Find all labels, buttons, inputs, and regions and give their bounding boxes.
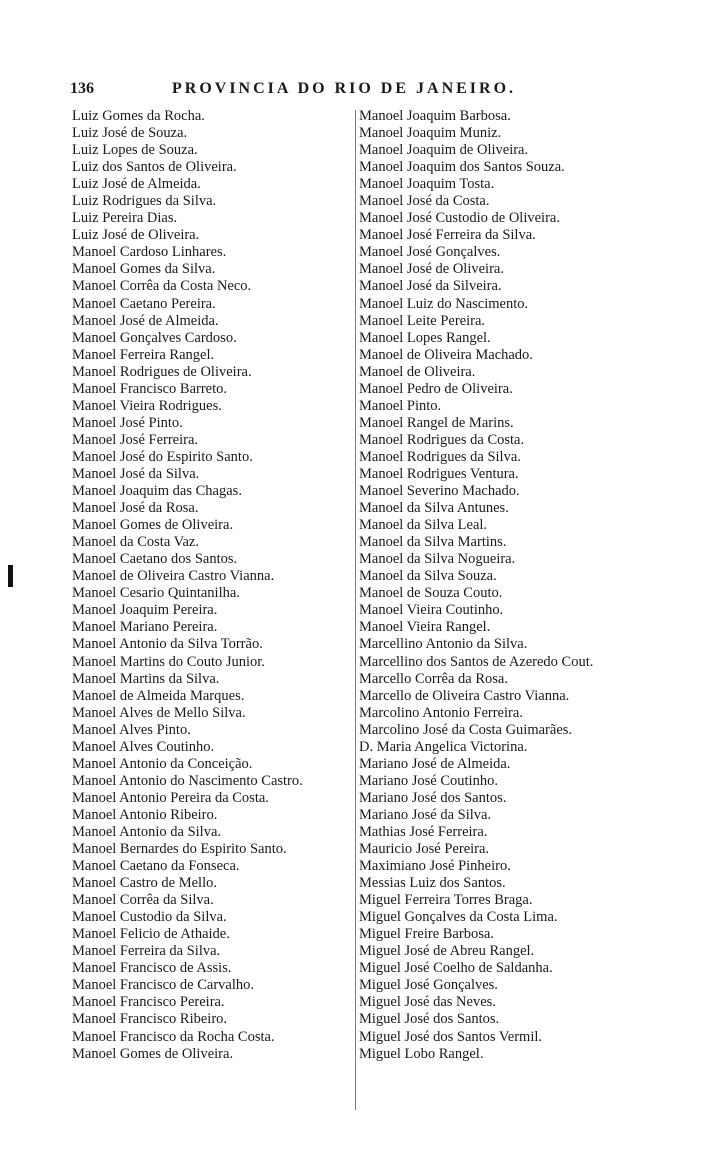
margin-ink-mark <box>8 565 13 587</box>
name-entry: Marcolino José da Costa Guimarães. <box>359 721 573 738</box>
name-entry: Manoel Alves de Mello Silva. <box>72 704 246 721</box>
name-entry: Luiz Gomes da Rocha. <box>72 108 205 124</box>
name-entry: Manoel Joaquim dos Santos Souza. <box>359 159 565 176</box>
name-entry: Miguel Ferreira Torres Braga. <box>359 892 533 909</box>
name-entry: Marcolino Antonio Ferreira. <box>359 704 523 721</box>
name-entry: Manoel Martins da Silva. <box>72 670 220 687</box>
name-entry: Marcellino Antonio da Silva. <box>359 636 528 653</box>
name-entry: Manoel Cardoso Linhares. <box>72 244 227 261</box>
name-entry: Manoel Francisco da Rocha Costa. <box>72 1028 275 1045</box>
name-entry: Manoel Bernardes do Espirito Santo. <box>72 841 287 858</box>
name-entry: Manoel José da Costa. <box>359 193 490 210</box>
name-entry: Luiz José de Oliveira. <box>72 227 200 244</box>
name-entry: Manoel Joaquim Tosta. <box>359 176 495 193</box>
name-entry: Manoel da Silva Nogueira. <box>359 551 516 568</box>
name-entry: Manoel Joaquim das Chagas. <box>72 483 242 500</box>
name-entry: Miguel Lobo Rangel. <box>359 1045 484 1062</box>
name-entry: Mariano José da Silva. <box>359 806 492 823</box>
name-entry: Manoel Severino Machado. <box>359 483 520 500</box>
name-entry: Miguel Gonçalves da Costa Lima. <box>359 909 558 926</box>
name-entry: Manoel Leite Pereira. <box>359 312 486 329</box>
name-entry: Manoel da Silva Martins. <box>359 534 507 551</box>
right-name-column <box>359 108 659 1063</box>
name-entry: Manoel Antonio da Silva Torrão. <box>72 636 263 653</box>
name-entry: Manoel de Oliveira Machado. <box>359 346 533 363</box>
name-entry: Manoel Rangel de Marins. <box>359 414 514 431</box>
name-entry: Manoel Joaquim Barbosa. <box>359 108 511 124</box>
name-entry: Manoel Castro de Mello. <box>72 875 217 892</box>
name-entry: Manoel Francisco Pereira. <box>72 994 225 1011</box>
name-entry: Manoel Vieira Coutinho. <box>359 602 504 619</box>
name-entry: Manoel Francisco de Carvalho. <box>72 977 255 994</box>
name-entry: Manoel de Oliveira. <box>359 363 476 380</box>
name-entry: Manoel Rodrigues Ventura. <box>359 465 519 482</box>
name-entry: Miguel José Gonçalves. <box>359 977 498 994</box>
name-entry: Manoel Joaquim Pereira. <box>72 602 218 619</box>
name-entry: Luiz José de Almeida. <box>72 176 201 193</box>
name-entry: Manoel José de Oliveira. <box>359 261 504 278</box>
name-entry: Manoel José da Silva. <box>72 465 200 482</box>
name-entry: Manoel José Ferreira. <box>72 431 199 448</box>
name-entry: Manoel da Silva Antunes. <box>359 500 509 517</box>
name-entry: Manoel Antonio Ribeiro. <box>72 806 218 823</box>
name-entry: Manoel José da Silveira. <box>359 278 502 295</box>
name-entry: Luiz José de Souza. <box>72 125 188 142</box>
name-entry: Manoel Rodrigues da Silva. <box>359 448 521 465</box>
running-title: PROVINCIA DO RIO DE JANEIRO. <box>172 80 517 97</box>
name-entry: Manoel José Custodio de Oliveira. <box>359 210 560 227</box>
name-entry: Mathias José Ferreira. <box>359 823 488 840</box>
name-entry: Manoel Gomes de Oliveira. <box>72 517 234 534</box>
name-entry: Manoel de Oliveira Castro Vianna. <box>72 568 275 585</box>
name-entry: Manoel da Silva Souza. <box>359 568 497 585</box>
name-entry: Manoel Antonio do Nascimento Castro. <box>72 772 303 789</box>
name-entry: Marcellino dos Santos de Azeredo Cout. <box>359 653 594 670</box>
name-entry: Manoel Rodrigues da Costa. <box>359 431 525 448</box>
name-entry: Mariano José dos Santos. <box>359 789 507 806</box>
name-entry: Manoel Francisco de Assis. <box>72 960 232 977</box>
name-entry: Manoel de Souza Couto. <box>359 585 503 602</box>
name-entry: Manoel Custodio da Silva. <box>72 909 227 926</box>
name-entry: Manoel José Ferreira da Silva. <box>359 227 536 244</box>
name-entry: Manoel Antonio da Silva. <box>72 823 222 840</box>
name-entry: Maximiano José Pinheiro. <box>359 858 511 875</box>
name-entry: Manoel Cesario Quintanilha. <box>72 585 240 602</box>
name-entry: Manoel José Pinto. <box>72 414 183 431</box>
page-header <box>70 80 550 102</box>
name-entry: Mauricio José Pereira. <box>359 841 490 858</box>
name-entry: Marcello de Oliveira Castro Vianna. <box>359 687 570 704</box>
left-name-column <box>72 108 354 1063</box>
name-entry: Manoel Ferreira da Silva. <box>72 943 221 960</box>
name-entry: Manoel Francisco Barreto. <box>72 380 228 397</box>
name-entry: Manoel Joaquim de Oliveira. <box>359 142 529 159</box>
name-entry: Manoel Alves Pinto. <box>72 721 191 738</box>
name-entry: Manoel Vieira Rangel. <box>359 619 491 636</box>
name-entry: Luiz Lopes de Souza. <box>72 142 198 159</box>
name-entry: Manoel Francisco Ribeiro. <box>72 1011 228 1028</box>
name-entry: Manoel Alves Coutinho. <box>72 738 215 755</box>
name-entry: Luiz Pereira Dias. <box>72 210 178 227</box>
name-entry: Manoel Gonçalves Cardoso. <box>72 329 237 346</box>
name-entry: Miguel José Coelho de Saldanha. <box>359 960 553 977</box>
name-entry: Manoel Caetano da Fonseca. <box>72 858 240 875</box>
name-entry: Manoel Antonio da Conceição. <box>72 755 253 772</box>
name-entry: D. Maria Angelica Victorina. <box>359 738 528 755</box>
name-entry: Manoel Vieira Rodrigues. <box>72 397 222 414</box>
name-entry: Manoel Mariano Pereira. <box>72 619 218 636</box>
page-number: 136 <box>70 80 94 97</box>
name-entry: Manoel Ferreira Rangel. <box>72 346 215 363</box>
name-entry: Miguel José dos Santos. <box>359 1011 500 1028</box>
column-divider <box>355 110 356 1110</box>
name-entry: Manoel Pinto. <box>359 397 442 414</box>
name-entry: Mariano José Coutinho. <box>359 772 498 789</box>
name-entry: Miguel José das Neves. <box>359 994 496 1011</box>
name-entry: Manoel Rodrigues de Oliveira. <box>72 363 252 380</box>
name-entry: Manoel Antonio Pereira da Costa. <box>72 789 269 806</box>
name-entry: Miguel José dos Santos Vermil. <box>359 1028 542 1045</box>
name-entry: Manoel Pedro de Oliveira. <box>359 380 513 397</box>
name-entry: Manoel Corrêa da Costa Neco. <box>72 278 252 295</box>
name-entry: Manoel de Almeida Marques. <box>72 687 245 704</box>
name-entry: Manoel Corrêa da Silva. <box>72 892 214 909</box>
name-entry: Messias Luiz dos Santos. <box>359 875 506 892</box>
name-entry: Manoel José da Rosa. <box>72 500 199 517</box>
name-entry: Manoel Gomes da Silva. <box>72 261 216 278</box>
name-entry: Manoel Joaquim Muniz. <box>359 125 502 142</box>
name-entry: Luiz Rodrigues da Silva. <box>72 193 217 210</box>
name-entry: Manoel Gomes de Oliveira. <box>72 1045 234 1062</box>
name-entry: Miguel José de Abreu Rangel. <box>359 943 535 960</box>
name-entry: Manoel da Silva Leal. <box>359 517 488 534</box>
name-entry: Mariano José de Almeida. <box>359 755 511 772</box>
name-entry: Manoel Felicio de Athaide. <box>72 926 230 943</box>
name-entry: Marcello Corrêa da Rosa. <box>359 670 508 687</box>
name-entry: Manoel Caetano dos Santos. <box>72 551 238 568</box>
name-entry: Manoel José de Almeida. <box>72 312 219 329</box>
name-entry: Manoel José do Espirito Santo. <box>72 448 253 465</box>
name-entry: Manoel Lopes Rangel. <box>359 329 491 346</box>
name-entry: Manoel da Costa Vaz. <box>72 534 199 551</box>
name-entry: Manoel Luiz do Nascimento. <box>359 295 529 312</box>
name-entry: Luiz dos Santos de Oliveira. <box>72 159 237 176</box>
name-entry: Manoel Caetano Pereira. <box>72 295 216 312</box>
name-entry: Manoel José Gonçalves. <box>359 244 501 261</box>
name-entry: Manoel Martins do Couto Junior. <box>72 653 265 670</box>
name-entry: Miguel Freire Barbosa. <box>359 926 494 943</box>
